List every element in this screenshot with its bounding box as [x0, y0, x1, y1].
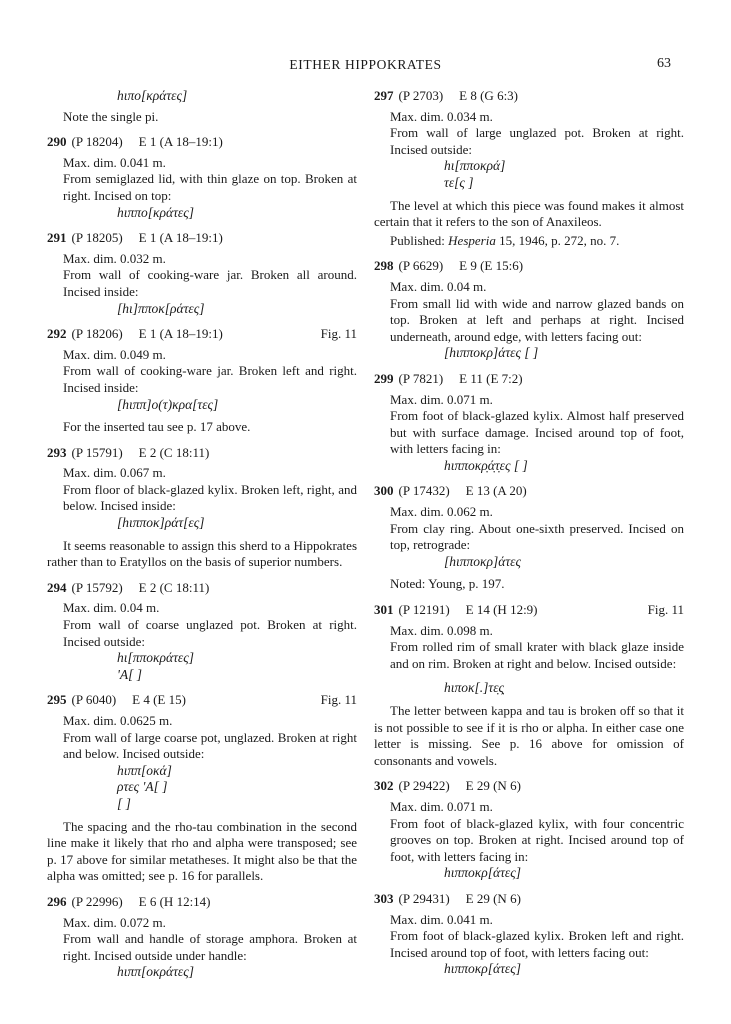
description: From foot of black-glazed kylix. Broken left and right. Incised around top of foot, with letters facing out:	[390, 928, 684, 960]
catalog-entry	[374, 483, 684, 593]
entry-header	[47, 230, 357, 247]
publication-citation: 15, 1946, p. 272, no. 7.	[495, 232, 620, 248]
inventory-number: (P 29431)	[398, 890, 450, 906]
description: From rolled rim of small krater with black glaze inside and on rim. Broken at right and below. Incised outside:	[390, 639, 684, 671]
inscription: hιππ[oκά]	[117, 762, 172, 778]
inventory-number: (P 22996)	[71, 893, 123, 909]
catalog-entry	[47, 326, 357, 436]
entry-number: 294	[47, 579, 67, 595]
dimension: Max. dim. 0.04 m.	[390, 278, 487, 294]
entry-header	[374, 371, 684, 388]
inventory-number: (P 12191)	[398, 602, 450, 618]
page-number: 63	[657, 56, 671, 71]
catalog-entry	[47, 230, 357, 317]
journal-title: Hesperia	[448, 232, 496, 248]
catalog-entry	[47, 134, 357, 221]
catalog-entry	[47, 894, 357, 981]
dimension: Max. dim. 0.041 m.	[63, 154, 166, 170]
commentary: The letter between kappa and tau is broken off so that it is not possible to see if it is rho or alpha. In either case one letter is missing. See p. 16 above for omission of consonants and vowels.	[374, 703, 684, 768]
catalog-entry	[374, 778, 684, 882]
dimension: Max. dim. 0.067 m.	[63, 465, 166, 481]
dimension: Max. dim. 0.032 m.	[63, 250, 166, 266]
left-column	[47, 88, 357, 990]
inventory-number: (P 18205)	[71, 230, 123, 246]
inventory-number: (P 6629)	[398, 258, 444, 274]
context: E 4 (E 15)	[132, 692, 186, 708]
inscription: hιππο[κράτες]	[117, 204, 194, 220]
entry-number: 299	[374, 370, 394, 386]
catalog-entry	[47, 580, 357, 684]
entry-header	[374, 602, 684, 619]
description: From clay ring. About one-sixth preserved. Incised on top, retrograde:	[390, 520, 684, 553]
inventory-number: (P 17432)	[398, 483, 450, 499]
context: E 2 (C 18:11)	[138, 444, 210, 460]
inventory-number: (P 7821)	[398, 370, 444, 386]
catalog-entry	[47, 692, 357, 885]
dimension: Max. dim. 0.071 m.	[390, 391, 493, 407]
inscription: [hιππ]o(τ)κρα[τες]	[117, 396, 219, 412]
dimension: Max. dim. 0.041 m.	[390, 911, 493, 927]
commentary: The spacing and the rho-tau combination in the second line make it likely that rho and alpha were transposed; see p. 17 above for similar metatheses. It might also be that the alpha was omitted; see p. 16 for parallels.	[47, 818, 357, 884]
note: Note the single pi.	[63, 108, 159, 124]
inscription: hιπο[κράτες]	[117, 88, 188, 103]
catalog-entry	[374, 891, 684, 978]
inscription: hι[πποκρά]	[444, 158, 506, 174]
catalog-entry	[374, 602, 684, 769]
figure-reference: Fig. 11	[320, 326, 357, 342]
inscription: [hι]ππoκ[ράτες]	[117, 300, 205, 316]
entry-header	[47, 692, 357, 709]
context: E 8 (G 6:3)	[459, 88, 519, 103]
inventory-number: (P 15792)	[71, 579, 123, 595]
right-column	[374, 88, 684, 987]
description: From wall of cooking-ware jar. Broken all around. Incised inside:	[63, 267, 357, 299]
running-header	[0, 52, 731, 78]
description: From wall of large coarse pot, unglazed. Broken at right and below. Incised outside:	[63, 729, 357, 762]
context: E 29 (N 6)	[465, 778, 521, 794]
catalog-entry	[47, 445, 357, 571]
dimension: Max. dim. 0.04 m.	[63, 600, 160, 616]
publication-prefix: Published:	[390, 232, 449, 248]
dimension: Max. dim. 0.072 m.	[63, 914, 166, 930]
description: From semiglazed lid, with thin glaze on top. Broken at right. Incised on top:	[63, 171, 357, 203]
entry-number: 290	[47, 134, 67, 150]
entry-header	[374, 258, 684, 275]
entry-header	[374, 88, 684, 105]
entry-number: 296	[47, 893, 67, 909]
dimension: Max. dim. 0.049 m.	[63, 346, 166, 362]
entry-header	[47, 580, 357, 597]
description: From floor of black-glazed kylix. Broken left, right, and below. Incised inside:	[63, 481, 357, 514]
inscription: τε[ς ]	[444, 174, 474, 190]
entry-header	[374, 891, 684, 908]
context: E 13 (A 20)	[465, 483, 527, 499]
inscription: hιππ[oκράτες]	[117, 964, 194, 980]
description: From wall and handle of storage amphora. Broken at right. Incised outside under handle:	[63, 931, 357, 963]
entry-number: 295	[47, 692, 67, 708]
entry-header	[374, 483, 684, 500]
entry-header	[47, 326, 357, 343]
entry-header	[374, 778, 684, 795]
publication	[374, 233, 684, 250]
catalog-entry	[374, 258, 684, 362]
inscription: ρτες 'A[ ]	[117, 779, 168, 795]
inscription: hιπποκρ[άτες]	[444, 865, 521, 881]
description: From wall of cooking-ware jar. Broken left and right. Incised inside:	[63, 363, 357, 395]
inscription: [ ]	[117, 795, 131, 811]
inventory-number: (P 6040)	[71, 692, 117, 708]
running-title: EITHER HIPPOKRATES	[289, 57, 442, 72]
entry-header	[47, 445, 357, 462]
entry-header	[47, 894, 357, 911]
context: E 11 (E 7:2)	[459, 370, 523, 386]
inventory-number: (P 18206)	[71, 326, 123, 342]
dimension: Max. dim. 0.098 m.	[390, 622, 493, 638]
dimension: Max. dim. 0.0625 m.	[63, 713, 173, 728]
entry-number: 301	[374, 602, 394, 618]
inscription: hιπποκρ[άτες]	[444, 961, 521, 977]
entry-number: 298	[374, 258, 394, 274]
inscription: hιπoκ[.]τε̣ς̣	[444, 680, 505, 696]
context: E 1 (A 18–19:1)	[138, 134, 223, 150]
inscription: 'A[ ]	[117, 666, 143, 682]
entry-number: 302	[374, 778, 394, 794]
commentary: The level at which this piece was found makes it almost certain that it refers to the son of Anaxileos.	[374, 197, 684, 230]
entry-number: 291	[47, 230, 67, 246]
figure-reference: Fig. 11	[320, 692, 357, 708]
description: From wall of large unglazed pot. Broken at right. Incised outside:	[390, 125, 684, 157]
inscription: [hιπποκρ]άτες	[444, 553, 521, 569]
dimension: Max. dim. 0.071 m.	[390, 798, 493, 814]
commentary: For the inserted tau see p. 17 above.	[63, 419, 251, 435]
context: E 2 (C 18:11)	[138, 579, 210, 595]
entry-header	[47, 134, 357, 151]
dimension: Max. dim. 0.062 m.	[390, 504, 493, 520]
inscription: hι[πποκράτες]	[117, 650, 194, 666]
entry-number: 297	[374, 88, 394, 103]
context: E 9 (E 15:6)	[459, 258, 524, 274]
context: E 29 (N 6)	[465, 890, 521, 906]
figure-reference: Fig. 11	[647, 602, 684, 618]
context: E 1 (A 18–19:1)	[138, 230, 223, 246]
inventory-number: (P 15791)	[71, 444, 123, 460]
inscription: [hιπποκρ]άτες [ ]	[444, 345, 539, 361]
inventory-number: (P 29422)	[398, 778, 450, 794]
inventory-number: (P 2703)	[398, 88, 444, 103]
catalog-entry	[374, 371, 684, 475]
description: From foot of black-glazed kylix, with four concentric grooves on top. Broken at right. Incised around top of foot, with letters facing in:	[390, 815, 684, 864]
entry-number: 303	[374, 890, 394, 906]
entry-number: 292	[47, 326, 67, 342]
commentary: Noted: Young, p. 197.	[390, 576, 505, 592]
commentary: It seems reasonable to assign this sherd to a Hippokrates rather than to Eratyllos on the basis of superior numbers.	[47, 537, 357, 570]
entry-number: 293	[47, 444, 67, 460]
dimension: Max. dim. 0.034 m.	[390, 108, 493, 124]
description: From wall of coarse unglazed pot. Broken at right. Incised outside:	[63, 617, 357, 649]
context: E 6 (H 12:14)	[138, 893, 211, 909]
context: E 14 (H 12:9)	[465, 602, 538, 618]
inventory-number: (P 18204)	[71, 134, 123, 150]
description: From small lid with wide and narrow glazed bands on top. Broken at left and perhaps at right. Incised underneath, around edge, with letters facing out:	[390, 295, 684, 344]
inscription: hιπποκρ̣ά̣τ̣ες [ ]	[444, 457, 528, 473]
entry-number: 300	[374, 483, 394, 499]
context: E 1 (A 18–19:1)	[138, 326, 223, 342]
inscription: [hιπποκ]ράτ[ες]	[117, 515, 205, 531]
description: From foot of black-glazed kylix. Almost half preserved but with surface damage. Incised around top of foot, with letters facing in:	[390, 408, 684, 457]
catalog-entry	[374, 88, 684, 249]
